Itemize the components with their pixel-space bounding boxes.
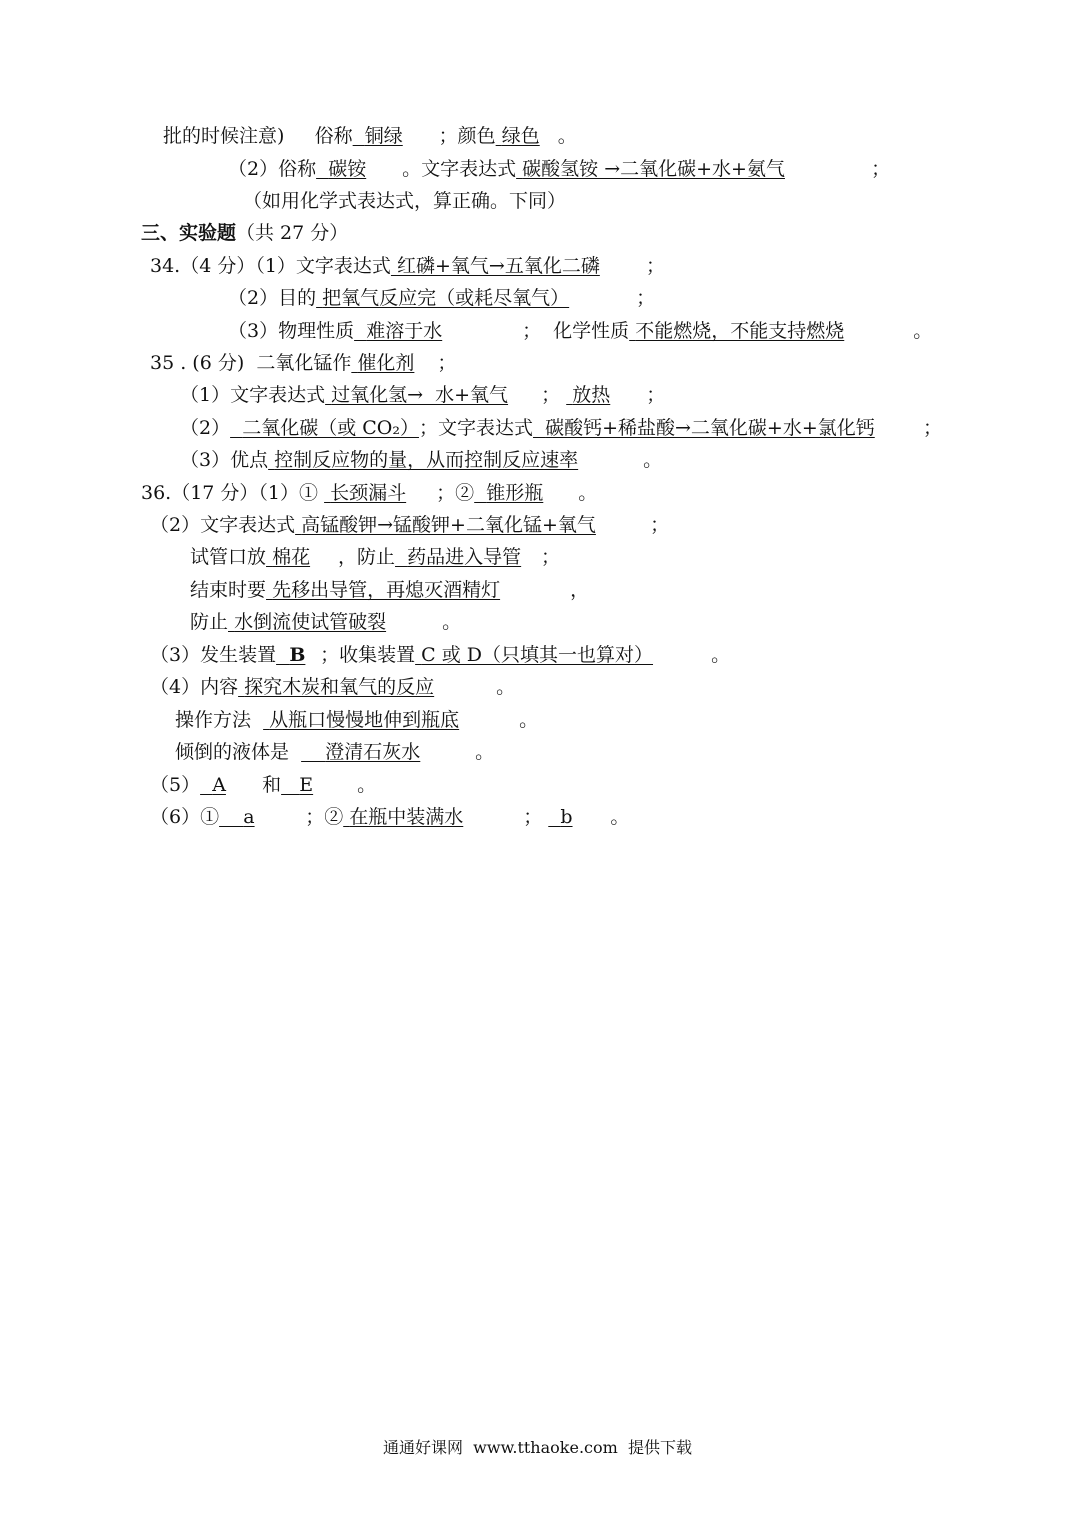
q36-line-11: （6）① a ；② 在瓶中装满水 ； b 。: [150, 803, 629, 831]
text: ；颜色: [438, 125, 496, 147]
text: 俗称: [314, 125, 353, 147]
answer-blank: b: [560, 806, 573, 828]
answer-blank: 碳酸钙+稀盐酸→二氧化碳+水+氯化钙: [545, 417, 875, 439]
text: （2）俗称: [228, 158, 317, 180]
note-line: （如用化学式表达式，算正确。下同）: [243, 190, 567, 212]
answer-blank: 难溶于水: [366, 320, 443, 342]
answer-blank: 不能燃烧，不能支持燃烧: [635, 320, 845, 342]
answer-blank: 铜绿: [364, 125, 403, 147]
q34-line-2: （2）目的 把氧气反应完（或耗尽氧气） ；: [228, 284, 655, 312]
text: 。文字表达式: [402, 158, 517, 180]
q36-line-8: 操作方法 从瓶口慢慢地伸到瓶底 。: [175, 706, 538, 734]
answer-blank: 绿色: [501, 125, 540, 147]
answer-blank: 过氧化氢→ 水+氧气: [331, 384, 509, 406]
q36-line-1: 36.（17 分）（1）① 长颈漏斗 ；② 锥形瓶 。: [141, 479, 597, 507]
answer-blank: 放热: [572, 384, 611, 406]
answer-blank: 在瓶中装满水: [349, 806, 464, 828]
answer-line-2: （2）俗称 碳铵 。文字表达式 碳酸氢铵 →二氧化碳+水+氨气 ；: [228, 155, 890, 183]
answer-blank: E: [299, 774, 314, 796]
q36-line-6: （3）发生装置 B ；收集装置 C 或 D（只填其一也算对） 。: [150, 641, 730, 669]
q36-line-7: （4）内容 探究木炭和氧气的反应 。: [150, 673, 515, 701]
q34-line-1: 34.（4 分）（1）文字表达式 红磷+氧气→五氧化二磷 ；: [150, 252, 665, 280]
answer-blank: 药品进入导管: [407, 546, 522, 568]
answer-blank: A: [212, 774, 226, 796]
q35-line-0: 35 . (6 分) 二氧化锰作 催化剂 ；: [150, 349, 456, 377]
q36-line-9: 倾倒的液体是 澄清石灰水 。: [175, 738, 494, 766]
q35-line-1: （1）文字表达式 过氧化氢→ 水+氧气 ； 放热 ；: [180, 381, 665, 409]
section-heading: [141, 219, 348, 247]
text: 批的时候注意): [163, 125, 285, 147]
answer-blank: a: [243, 806, 255, 828]
answer-blank: 高锰酸钾→锰酸钾+二氧化锰+氧气: [301, 514, 596, 536]
q36-line-2: （2）文字表达式 高锰酸钾→锰酸钾+二氧化锰+氧气 ；: [150, 511, 669, 539]
answer-blank: 水倒流使试管破裂: [234, 611, 387, 633]
answer-blank: 棉花: [272, 546, 311, 568]
answer-blank: 催化剂: [357, 352, 415, 374]
answer-blank: B: [289, 644, 306, 666]
answer-blank: 控制反应物的量，从而控制反应速率: [274, 449, 579, 471]
q34-line-3: （3）物理性质 难溶于水 ； 化学性质 不能燃烧，不能支持燃烧 。: [228, 317, 932, 345]
answer-blank: 把氧气反应完（或耗尽氧气）: [322, 287, 570, 309]
answer-blank: 探究木炭和氧气的反应: [244, 676, 435, 698]
q35-line-3: （3）优点 控制反应物的量，从而控制反应速率 。: [180, 446, 662, 474]
section-title: 三、实验题: [141, 222, 237, 244]
answer-blank: 长颈漏斗: [330, 482, 407, 504]
answer-blank: 从瓶口慢慢地伸到瓶底: [269, 709, 460, 731]
answer-blank: 碳铵: [328, 158, 367, 180]
answer-blank: 锥形瓶: [486, 482, 544, 504]
answer-blank: 碳酸氢铵 →二氧化碳+水+氨气: [522, 158, 785, 180]
answer-blank: 先移出导管，再熄灭酒精灯: [272, 579, 501, 601]
section-score: （共 27 分）: [236, 222, 349, 244]
q36-line-3: 试管口放 棉花 ，防止 药品进入导管 ；: [190, 543, 560, 571]
q36-line-4: 结束时要 先移出导管，再熄灭酒精灯 ，: [190, 576, 589, 604]
q35-line-2: （2） 二氧化碳（或 CO₂）；文字表达式 碳酸钙+稀盐酸→二氧化碳+水+氯化钙 ；: [180, 414, 942, 442]
answer-blank: 澄清石灰水: [325, 741, 421, 763]
answer-blank: 二氧化碳（或 CO₂）: [242, 417, 419, 439]
page-footer: 通通好课网 www.tthaoke.com 提供下载: [383, 1438, 692, 1457]
answer-blank: 红磷+氧气→五氧化二磷: [396, 255, 600, 277]
answer-blank: C 或 D（只填其一也算对）: [421, 644, 654, 666]
q36-line-10: （5） A 和 E 。: [150, 771, 376, 799]
answer-line-1: 批的时候注意) 俗称 铜绿 ；颜色 绿色 。: [163, 122, 577, 150]
q36-line-5: 防止 水倒流使试管破裂 。: [190, 608, 461, 636]
